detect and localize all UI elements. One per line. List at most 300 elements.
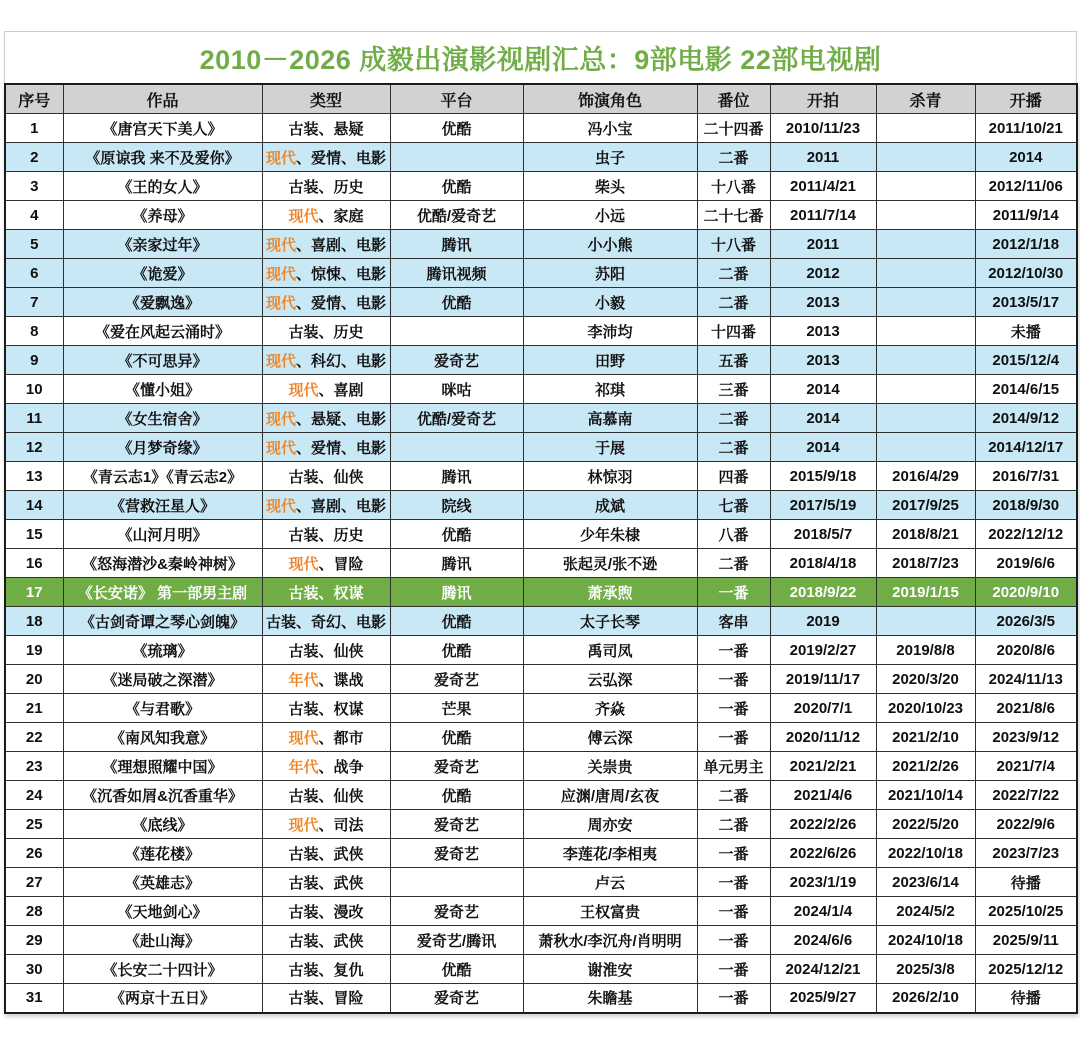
table-row bbox=[5, 636, 1077, 665]
summary-sheet bbox=[4, 31, 1077, 1014]
genre-highlight: 现代 bbox=[288, 207, 319, 225]
cell-start: 2022/2/26 bbox=[770, 810, 876, 839]
cell-platform: 爱奇艺 bbox=[390, 810, 523, 839]
genre-rest: 、爱情、电影 bbox=[296, 149, 387, 167]
table-header bbox=[5, 84, 1077, 114]
cell-start: 2011/4/21 bbox=[770, 172, 876, 201]
cell-air: 2018/9/30 bbox=[975, 491, 1077, 520]
cell-wrap: 2024/10/18 bbox=[876, 926, 975, 955]
table-row bbox=[5, 259, 1077, 288]
cell-index: 6 bbox=[5, 259, 63, 288]
cell-index: 10 bbox=[5, 375, 63, 404]
cell-index: 20 bbox=[5, 665, 63, 694]
cell-role: 成斌 bbox=[523, 491, 697, 520]
genre-highlight: 现代 bbox=[265, 149, 296, 167]
cell-work: 《亲家过年》 bbox=[63, 230, 262, 259]
cell-platform: 优酷 bbox=[390, 955, 523, 984]
cell-wrap bbox=[876, 201, 975, 230]
header-role: 饰演角色 bbox=[523, 84, 697, 114]
cell-start: 2014 bbox=[770, 375, 876, 404]
cell-start: 2019 bbox=[770, 607, 876, 636]
cell-wrap: 2020/3/20 bbox=[876, 665, 975, 694]
table-row bbox=[5, 694, 1077, 723]
cell-index: 17 bbox=[5, 578, 63, 607]
cell-billing: 客串 bbox=[697, 607, 770, 636]
header-wrap: 杀青 bbox=[876, 84, 975, 114]
cell-work: 《天地剑心》 bbox=[63, 897, 262, 926]
cell-work: 《琉璃》 bbox=[63, 636, 262, 665]
cell-work: 《两京十五日》 bbox=[63, 984, 262, 1013]
header-work: 作品 bbox=[63, 84, 262, 114]
cell-index: 19 bbox=[5, 636, 63, 665]
cell-start: 2013 bbox=[770, 317, 876, 346]
cell-work: 《营救汪星人》 bbox=[63, 491, 262, 520]
cell-wrap bbox=[876, 433, 975, 462]
cell-wrap: 2018/7/23 bbox=[876, 549, 975, 578]
genre-highlight: 现代 bbox=[265, 265, 296, 283]
genre-highlight: 现代 bbox=[265, 439, 296, 457]
genre-highlight: 现代 bbox=[265, 352, 296, 370]
cell-platform: 优酷 bbox=[390, 607, 523, 636]
table-body bbox=[5, 114, 1077, 1013]
table-row bbox=[5, 839, 1077, 868]
cell-index: 13 bbox=[5, 462, 63, 491]
cell-air: 2021/8/6 bbox=[975, 694, 1077, 723]
genre-highlight: 年代 bbox=[288, 758, 319, 776]
genre-rest: 古装、历史 bbox=[288, 526, 364, 544]
cell-wrap bbox=[876, 317, 975, 346]
cell-start: 2018/5/7 bbox=[770, 520, 876, 549]
cell-index: 11 bbox=[5, 404, 63, 433]
table-row bbox=[5, 781, 1077, 810]
cell-index: 25 bbox=[5, 810, 63, 839]
cell-role: 高慕南 bbox=[523, 404, 697, 433]
cell-billing: 一番 bbox=[697, 955, 770, 984]
genre-rest: 古装、仙侠 bbox=[288, 468, 364, 486]
cell-platform: 爱奇艺 bbox=[390, 752, 523, 781]
cell-type bbox=[262, 897, 390, 926]
cell-wrap: 2024/5/2 bbox=[876, 897, 975, 926]
cell-type bbox=[262, 201, 390, 230]
cell-role: 柴头 bbox=[523, 172, 697, 201]
cell-type bbox=[262, 491, 390, 520]
genre-rest: 古装、漫改 bbox=[288, 903, 364, 921]
cell-platform: 腾讯 bbox=[390, 462, 523, 491]
table-row bbox=[5, 172, 1077, 201]
table-row bbox=[5, 143, 1077, 172]
cell-index: 24 bbox=[5, 781, 63, 810]
cell-work: 《赴山海》 bbox=[63, 926, 262, 955]
cell-wrap bbox=[876, 259, 975, 288]
cell-air: 2012/11/06 bbox=[975, 172, 1077, 201]
cell-air: 2020/8/6 bbox=[975, 636, 1077, 665]
cell-role: 李莲花/李相夷 bbox=[523, 839, 697, 868]
genre-rest: 、喜剧、电影 bbox=[296, 497, 387, 515]
table-row bbox=[5, 607, 1077, 636]
cell-platform: 爱奇艺 bbox=[390, 897, 523, 926]
cell-platform: 优酷 bbox=[390, 636, 523, 665]
cell-start: 2024/1/4 bbox=[770, 897, 876, 926]
genre-rest: 、喜剧、电影 bbox=[296, 236, 387, 254]
cell-air: 2014/12/17 bbox=[975, 433, 1077, 462]
cell-index: 31 bbox=[5, 984, 63, 1013]
cell-billing: 一番 bbox=[697, 839, 770, 868]
cell-type bbox=[262, 578, 390, 607]
cell-start: 2013 bbox=[770, 346, 876, 375]
cell-work: 《英雄志》 bbox=[63, 868, 262, 897]
cell-air: 2012/1/18 bbox=[975, 230, 1077, 259]
cell-billing: 一番 bbox=[697, 636, 770, 665]
cell-type bbox=[262, 143, 390, 172]
cell-billing: 二番 bbox=[697, 259, 770, 288]
cell-platform: 爱奇艺 bbox=[390, 346, 523, 375]
cell-platform: 优酷 bbox=[390, 723, 523, 752]
cell-role: 林惊羽 bbox=[523, 462, 697, 491]
cell-platform bbox=[390, 317, 523, 346]
cell-billing: 二番 bbox=[697, 433, 770, 462]
cell-index: 29 bbox=[5, 926, 63, 955]
cell-index: 27 bbox=[5, 868, 63, 897]
cell-role: 于展 bbox=[523, 433, 697, 462]
cell-role: 李沛均 bbox=[523, 317, 697, 346]
table-row bbox=[5, 665, 1077, 694]
cell-wrap: 2022/5/20 bbox=[876, 810, 975, 839]
cell-role: 田野 bbox=[523, 346, 697, 375]
genre-rest: 、爱情、电影 bbox=[296, 439, 387, 457]
cell-platform: 优酷 bbox=[390, 172, 523, 201]
cell-platform: 优酷/爱奇艺 bbox=[390, 201, 523, 230]
header-platform: 平台 bbox=[390, 84, 523, 114]
cell-work: 《长安二十四计》 bbox=[63, 955, 262, 984]
cell-platform: 优酷 bbox=[390, 520, 523, 549]
cell-start: 2024/12/21 bbox=[770, 955, 876, 984]
cell-billing: 十八番 bbox=[697, 172, 770, 201]
cell-wrap: 2016/4/29 bbox=[876, 462, 975, 491]
cell-wrap bbox=[876, 172, 975, 201]
table-row bbox=[5, 578, 1077, 607]
cell-air: 2026/3/5 bbox=[975, 607, 1077, 636]
cell-billing: 一番 bbox=[697, 578, 770, 607]
cell-role: 周亦安 bbox=[523, 810, 697, 839]
cell-platform: 院线 bbox=[390, 491, 523, 520]
cell-start: 2020/11/12 bbox=[770, 723, 876, 752]
cell-index: 12 bbox=[5, 433, 63, 462]
cell-wrap bbox=[876, 346, 975, 375]
cell-start: 2018/4/18 bbox=[770, 549, 876, 578]
cell-billing: 一番 bbox=[697, 694, 770, 723]
cell-start: 2022/6/26 bbox=[770, 839, 876, 868]
cell-index: 23 bbox=[5, 752, 63, 781]
cell-role: 萧承煦 bbox=[523, 578, 697, 607]
cell-index: 30 bbox=[5, 955, 63, 984]
cell-role: 冯小宝 bbox=[523, 114, 697, 143]
cell-air: 2014/9/12 bbox=[975, 404, 1077, 433]
cell-air: 2012/10/30 bbox=[975, 259, 1077, 288]
cell-index: 7 bbox=[5, 288, 63, 317]
cell-start: 2023/1/19 bbox=[770, 868, 876, 897]
cell-platform: 腾讯 bbox=[390, 578, 523, 607]
cell-work: 《青云志1》《青云志2》 bbox=[63, 462, 262, 491]
cell-start: 2021/2/21 bbox=[770, 752, 876, 781]
cell-start: 2011/7/14 bbox=[770, 201, 876, 230]
cell-wrap: 2026/2/10 bbox=[876, 984, 975, 1013]
table-row bbox=[5, 810, 1077, 839]
cell-air: 2019/6/6 bbox=[975, 549, 1077, 578]
cell-work: 《底线》 bbox=[63, 810, 262, 839]
genre-rest: 、悬疑、电影 bbox=[296, 410, 387, 428]
cell-start: 2019/2/27 bbox=[770, 636, 876, 665]
cell-platform: 爱奇艺 bbox=[390, 984, 523, 1013]
header-billing: 番位 bbox=[697, 84, 770, 114]
filmography-table bbox=[4, 83, 1078, 1014]
cell-air: 2016/7/31 bbox=[975, 462, 1077, 491]
table-row bbox=[5, 288, 1077, 317]
cell-work: 《诡爱》 bbox=[63, 259, 262, 288]
cell-wrap: 2019/1/15 bbox=[876, 578, 975, 607]
cell-role: 关崇贵 bbox=[523, 752, 697, 781]
cell-billing: 七番 bbox=[697, 491, 770, 520]
cell-start: 2010/11/23 bbox=[770, 114, 876, 143]
cell-wrap bbox=[876, 143, 975, 172]
cell-work: 《莲花楼》 bbox=[63, 839, 262, 868]
cell-type bbox=[262, 404, 390, 433]
cell-type bbox=[262, 549, 390, 578]
cell-type bbox=[262, 172, 390, 201]
cell-wrap bbox=[876, 404, 975, 433]
cell-wrap: 2020/10/23 bbox=[876, 694, 975, 723]
cell-platform: 优酷 bbox=[390, 781, 523, 810]
cell-start: 2014 bbox=[770, 433, 876, 462]
genre-rest: 、战争 bbox=[318, 758, 364, 776]
cell-type bbox=[262, 694, 390, 723]
cell-index: 22 bbox=[5, 723, 63, 752]
genre-rest: 古装、仙侠 bbox=[288, 787, 364, 805]
cell-type bbox=[262, 636, 390, 665]
cell-work: 《迷局破之深潜》 bbox=[63, 665, 262, 694]
genre-rest: 古装、悬疑 bbox=[288, 120, 364, 138]
cell-billing: 一番 bbox=[697, 897, 770, 926]
cell-start: 2011 bbox=[770, 230, 876, 259]
cell-billing: 五番 bbox=[697, 346, 770, 375]
cell-type bbox=[262, 868, 390, 897]
table-row bbox=[5, 230, 1077, 259]
cell-index: 5 bbox=[5, 230, 63, 259]
cell-type bbox=[262, 230, 390, 259]
cell-work: 《古剑奇谭之琴心剑魄》 bbox=[63, 607, 262, 636]
cell-work: 《月梦奇缘》 bbox=[63, 433, 262, 462]
cell-type bbox=[262, 114, 390, 143]
cell-wrap: 2021/2/10 bbox=[876, 723, 975, 752]
cell-role: 卢云 bbox=[523, 868, 697, 897]
cell-index: 16 bbox=[5, 549, 63, 578]
genre-highlight: 现代 bbox=[265, 236, 296, 254]
cell-index: 14 bbox=[5, 491, 63, 520]
cell-wrap: 2021/2/26 bbox=[876, 752, 975, 781]
cell-type bbox=[262, 810, 390, 839]
genre-rest: 古装、权谋 bbox=[288, 584, 364, 602]
genre-rest: 、家庭 bbox=[318, 207, 364, 225]
cell-air: 待播 bbox=[975, 868, 1077, 897]
cell-billing: 一番 bbox=[697, 926, 770, 955]
cell-index: 9 bbox=[5, 346, 63, 375]
table-row bbox=[5, 375, 1077, 404]
cell-type bbox=[262, 520, 390, 549]
cell-air: 2011/9/14 bbox=[975, 201, 1077, 230]
cell-type bbox=[262, 955, 390, 984]
cell-platform: 优酷 bbox=[390, 288, 523, 317]
cell-work: 《懂小姐》 bbox=[63, 375, 262, 404]
cell-role: 苏阳 bbox=[523, 259, 697, 288]
cell-index: 18 bbox=[5, 607, 63, 636]
cell-air: 2025/10/25 bbox=[975, 897, 1077, 926]
header-index: 序号 bbox=[5, 84, 63, 114]
cell-start: 2011 bbox=[770, 143, 876, 172]
cell-air: 2015/12/4 bbox=[975, 346, 1077, 375]
genre-rest: 、喜剧 bbox=[318, 381, 364, 399]
cell-billing: 十八番 bbox=[697, 230, 770, 259]
genre-highlight: 现代 bbox=[265, 410, 296, 428]
genre-rest: 古装、权谋 bbox=[288, 700, 364, 718]
cell-billing: 二番 bbox=[697, 288, 770, 317]
cell-platform: 爱奇艺 bbox=[390, 665, 523, 694]
cell-billing: 八番 bbox=[697, 520, 770, 549]
cell-work: 《爱飘逸》 bbox=[63, 288, 262, 317]
table-row bbox=[5, 868, 1077, 897]
cell-role: 齐焱 bbox=[523, 694, 697, 723]
cell-billing: 二番 bbox=[697, 404, 770, 433]
cell-index: 15 bbox=[5, 520, 63, 549]
table-row bbox=[5, 897, 1077, 926]
cell-role: 朱瞻基 bbox=[523, 984, 697, 1013]
cell-type bbox=[262, 288, 390, 317]
cell-wrap bbox=[876, 230, 975, 259]
cell-platform: 腾讯视频 bbox=[390, 259, 523, 288]
cell-billing: 二番 bbox=[697, 549, 770, 578]
genre-rest: 古装、冒险 bbox=[288, 990, 364, 1008]
cell-type bbox=[262, 346, 390, 375]
cell-work: 《不可思异》 bbox=[63, 346, 262, 375]
cell-air: 2022/9/6 bbox=[975, 810, 1077, 839]
cell-work: 《养母》 bbox=[63, 201, 262, 230]
cell-air: 2025/12/12 bbox=[975, 955, 1077, 984]
cell-billing: 二番 bbox=[697, 810, 770, 839]
cell-index: 21 bbox=[5, 694, 63, 723]
genre-highlight: 现代 bbox=[288, 729, 319, 747]
cell-type bbox=[262, 723, 390, 752]
cell-type bbox=[262, 781, 390, 810]
cell-work: 《沉香如屑&沉香重华》 bbox=[63, 781, 262, 810]
cell-billing: 一番 bbox=[697, 984, 770, 1013]
cell-platform bbox=[390, 143, 523, 172]
cell-wrap bbox=[876, 114, 975, 143]
cell-start: 2017/5/19 bbox=[770, 491, 876, 520]
cell-role: 少年朱棣 bbox=[523, 520, 697, 549]
cell-platform: 芒果 bbox=[390, 694, 523, 723]
cell-platform: 腾讯 bbox=[390, 549, 523, 578]
cell-type bbox=[262, 665, 390, 694]
cell-type bbox=[262, 462, 390, 491]
cell-work: 《长安诺》 第一部男主剧 bbox=[63, 578, 262, 607]
cell-air: 2025/9/11 bbox=[975, 926, 1077, 955]
header-type: 类型 bbox=[262, 84, 390, 114]
cell-role: 傅云深 bbox=[523, 723, 697, 752]
cell-billing: 二十七番 bbox=[697, 201, 770, 230]
cell-wrap: 2023/6/14 bbox=[876, 868, 975, 897]
cell-air: 2013/5/17 bbox=[975, 288, 1077, 317]
cell-wrap: 2025/3/8 bbox=[876, 955, 975, 984]
cell-work: 《女生宿舍》 bbox=[63, 404, 262, 433]
cell-role: 虫子 bbox=[523, 143, 697, 172]
cell-billing: 一番 bbox=[697, 665, 770, 694]
cell-billing: 十四番 bbox=[697, 317, 770, 346]
cell-air: 待播 bbox=[975, 984, 1077, 1013]
cell-wrap: 2022/10/18 bbox=[876, 839, 975, 868]
cell-billing: 一番 bbox=[697, 868, 770, 897]
cell-role: 小小熊 bbox=[523, 230, 697, 259]
genre-rest: 古装、武侠 bbox=[288, 874, 364, 892]
cell-billing: 二番 bbox=[697, 781, 770, 810]
genre-rest: 古装、仙侠 bbox=[288, 642, 364, 660]
cell-air: 2022/7/22 bbox=[975, 781, 1077, 810]
cell-billing: 二番 bbox=[697, 143, 770, 172]
table-row bbox=[5, 549, 1077, 578]
table-row bbox=[5, 462, 1077, 491]
genre-rest: 、冒险 bbox=[318, 555, 364, 573]
cell-start: 2025/9/27 bbox=[770, 984, 876, 1013]
cell-index: 8 bbox=[5, 317, 63, 346]
cell-air: 2014/6/15 bbox=[975, 375, 1077, 404]
cell-air: 2011/10/21 bbox=[975, 114, 1077, 143]
cell-air: 2020/9/10 bbox=[975, 578, 1077, 607]
cell-start: 2020/7/1 bbox=[770, 694, 876, 723]
cell-wrap: 2017/9/25 bbox=[876, 491, 975, 520]
cell-role: 祁琪 bbox=[523, 375, 697, 404]
genre-rest: 、科幻、电影 bbox=[296, 352, 387, 370]
cell-role: 小毅 bbox=[523, 288, 697, 317]
cell-work: 《怒海潜沙&秦岭神树》 bbox=[63, 549, 262, 578]
table-row bbox=[5, 520, 1077, 549]
cell-type bbox=[262, 317, 390, 346]
cell-air: 2014 bbox=[975, 143, 1077, 172]
cell-role: 张起灵/张不逊 bbox=[523, 549, 697, 578]
cell-platform: 爱奇艺 bbox=[390, 839, 523, 868]
cell-billing: 单元男主 bbox=[697, 752, 770, 781]
cell-start: 2021/4/6 bbox=[770, 781, 876, 810]
cell-wrap: 2018/8/21 bbox=[876, 520, 975, 549]
cell-billing: 一番 bbox=[697, 723, 770, 752]
table-row bbox=[5, 491, 1077, 520]
cell-work: 《山河月明》 bbox=[63, 520, 262, 549]
cell-wrap bbox=[876, 607, 975, 636]
cell-wrap: 2019/8/8 bbox=[876, 636, 975, 665]
table-row bbox=[5, 114, 1077, 143]
cell-start: 2015/9/18 bbox=[770, 462, 876, 491]
cell-air: 2023/7/23 bbox=[975, 839, 1077, 868]
cell-type bbox=[262, 375, 390, 404]
cell-work: 《理想照耀中国》 bbox=[63, 752, 262, 781]
genre-rest: 、都市 bbox=[318, 729, 364, 747]
genre-rest: 、爱情、电影 bbox=[296, 294, 387, 312]
cell-work: 《原谅我 来不及爱你》 bbox=[63, 143, 262, 172]
cell-air: 2023/9/12 bbox=[975, 723, 1077, 752]
table-row bbox=[5, 926, 1077, 955]
cell-start: 2024/6/6 bbox=[770, 926, 876, 955]
genre-rest: 古装、奇幻、电影 bbox=[265, 613, 386, 631]
cell-start: 2014 bbox=[770, 404, 876, 433]
table-row bbox=[5, 752, 1077, 781]
genre-highlight: 现代 bbox=[288, 381, 319, 399]
genre-rest: 古装、复仇 bbox=[288, 961, 364, 979]
